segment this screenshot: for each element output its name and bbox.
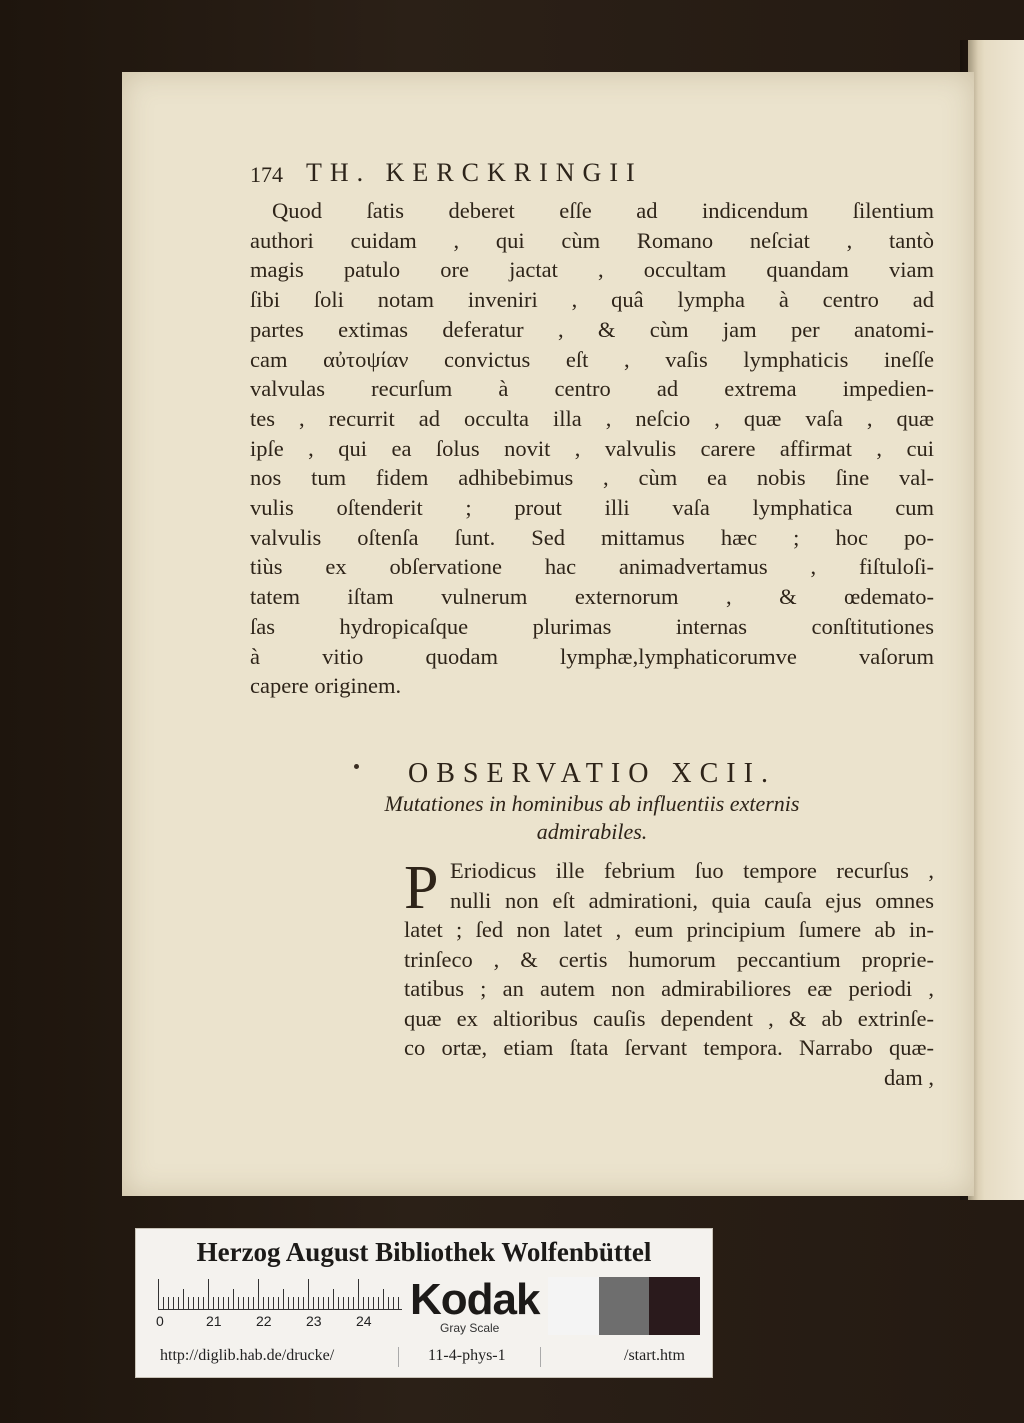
ruler-tick [213, 1297, 214, 1309]
ruler-tick [318, 1297, 319, 1309]
drop-cap: P [404, 854, 439, 922]
ruler-tick [298, 1297, 299, 1309]
ruler-tick [338, 1297, 339, 1309]
ruler-tick [208, 1279, 209, 1309]
text-line: nulli non eſt admirationi, quia cauſa ejus omnes [450, 887, 934, 913]
ruler-tick [398, 1297, 399, 1309]
ruler-tick [388, 1297, 389, 1309]
text-line: tatibus ; an autem non admirabiliores eæ periodi , [404, 976, 934, 1001]
text-line: magis patulo ore jactat , occultam quandam viam [250, 257, 934, 283]
text-line: tatem iſtam vulnerum externorum , & œdemato- [250, 584, 934, 610]
ruler-label: 22 [256, 1313, 272, 1329]
ruler-tick [283, 1289, 284, 1309]
ruler-tick [278, 1297, 279, 1309]
ruler-tick [263, 1297, 264, 1309]
text-line: à vitio quodam lymphæ,lymphaticorumve vaſorum [250, 643, 934, 669]
text-line: co ortæ, etiam ſtata ſervant tempora. Narrabo quæ- [404, 1035, 934, 1060]
start-link: /start.htm [624, 1347, 685, 1364]
ruler-tick [333, 1289, 334, 1309]
paragraph-2 [404, 856, 934, 1092]
ruler-tick [188, 1297, 189, 1309]
ruler-tick [358, 1279, 359, 1309]
ruler-tick [183, 1289, 184, 1309]
ruler-labels [158, 1313, 408, 1331]
ruler-tick [363, 1297, 364, 1309]
ruler-tick [218, 1297, 219, 1309]
gray-scale-label: Gray Scale [440, 1321, 500, 1335]
ruler-tick [268, 1297, 269, 1309]
observation-heading: OBSERVATIO XCII. [408, 758, 776, 789]
text-line: cam αὐτοψίαν convictus eſt , vaſis lymphaticis ineſſe [250, 346, 934, 372]
ruler-tick [273, 1297, 274, 1309]
text-line: nos tum fidem adhibebimus , cùm ea nobis ſine val- [250, 465, 934, 491]
ruler-tick [353, 1297, 354, 1309]
subtitle-line: admirabiles. [536, 819, 648, 844]
text-line: valvulis oſtenſa ſunt. Sed mittamus hæc ; hoc po- [250, 524, 934, 550]
gray-scale-patches [548, 1277, 700, 1335]
page-header [250, 158, 930, 194]
gray-patch [649, 1277, 700, 1335]
library-scale-strip [135, 1228, 713, 1378]
ruler-tick [163, 1297, 164, 1309]
ruler-tick [343, 1297, 344, 1309]
ruler-tick [258, 1279, 259, 1309]
ruler-tick [173, 1297, 174, 1309]
ruler-tick [243, 1297, 244, 1309]
ruler-tick [313, 1297, 314, 1309]
ruler-tick [383, 1289, 384, 1309]
ruler-tick [378, 1297, 379, 1309]
text-line: latet ; ſed non latet , eum principium ſumere ab in- [404, 917, 934, 942]
separator [540, 1347, 541, 1367]
ruler-label: 21 [206, 1313, 222, 1329]
library-name: Herzog August Bibliothek Wolfenbüttel [196, 1237, 652, 1267]
ruler-tick [373, 1297, 374, 1309]
page-number: 174 [250, 162, 283, 187]
ruler-tick [228, 1297, 229, 1309]
separator [398, 1347, 399, 1367]
ruler-tick [293, 1297, 294, 1309]
text-line: ſas hydropicaſque plurimas internas conſtitutiones [250, 613, 934, 639]
ruler-label: 0 [156, 1313, 164, 1329]
ruler-tick [323, 1297, 324, 1309]
text-line: dam , [884, 1064, 934, 1090]
ruler-tick [193, 1297, 194, 1309]
ruler-tick [238, 1297, 239, 1309]
ruler-tick [203, 1297, 204, 1309]
observation-subtitle [250, 790, 934, 846]
strip-footer [136, 1341, 712, 1371]
text-line: ſibi ſoli notam inveniri , quâ lympha à centro ad [250, 287, 934, 313]
paragraph-1 [250, 196, 934, 701]
text-line: trinſeco , & certis humorum peccantium proprie- [404, 946, 934, 972]
ruler-label: 23 [306, 1313, 322, 1329]
digital-library-url: http://diglib.hab.de/drucke/ [160, 1347, 335, 1364]
ruler-tick [288, 1297, 289, 1309]
ruler-scale [158, 1279, 402, 1310]
text-line: capere originem. [250, 673, 402, 699]
subtitle-line: Mutationes in hominibus ab influentiis externis [384, 791, 800, 816]
shelfmark: 11-4-phys-1 [428, 1347, 506, 1364]
text-line: tiùs ex obſervatione hac animadvertamus , fiſtuloſi- [250, 554, 934, 580]
ruler-label: 24 [356, 1313, 372, 1329]
text-line: Eriodicus ille febrium ſuo tempore recurſus , [450, 858, 934, 883]
ruler-tick [393, 1297, 394, 1309]
text-line: vulis oſtenderit ; prout illi vaſa lymphatica cum [250, 495, 934, 521]
running-head: TH. KERCKRINGII [306, 158, 643, 187]
text-line: ipſe , qui ea ſolus novit , valvulis carere affirmat , cui [250, 435, 934, 461]
ruler-tick [253, 1297, 254, 1309]
ruler-tick [223, 1297, 224, 1309]
text-line: Quod ſatis deberet eſſe ad indicendum ſilentium [272, 198, 934, 223]
ruler-tick [178, 1297, 179, 1309]
gray-patch [599, 1277, 650, 1335]
text-line: partes extimas deferatur , & cùm jam per anatomi- [250, 316, 934, 342]
ruler-tick [198, 1297, 199, 1309]
gray-patch [548, 1277, 599, 1335]
ruler-tick [248, 1297, 249, 1309]
text-line: valvulas recurſum à centro ad extrema impedien- [250, 376, 934, 402]
ruler-tick [233, 1289, 234, 1309]
ruler-tick [328, 1297, 329, 1309]
ruler-tick [348, 1297, 349, 1309]
ruler-tick [368, 1297, 369, 1309]
text-line: quæ ex altioribus cauſis dependent , & ab extrinſe- [404, 1005, 934, 1031]
ruler-tick [158, 1279, 159, 1309]
text-line: authori cuidam , qui cùm Romano neſciat , tantò [250, 227, 934, 253]
kodak-logo: Kodak [410, 1275, 540, 1324]
ruler-tick [303, 1297, 304, 1309]
ruler-tick [308, 1279, 309, 1309]
ruler-tick [168, 1297, 169, 1309]
text-line: tes , recurrit ad occulta illa , neſcio , quæ vaſa , quæ [250, 405, 934, 431]
